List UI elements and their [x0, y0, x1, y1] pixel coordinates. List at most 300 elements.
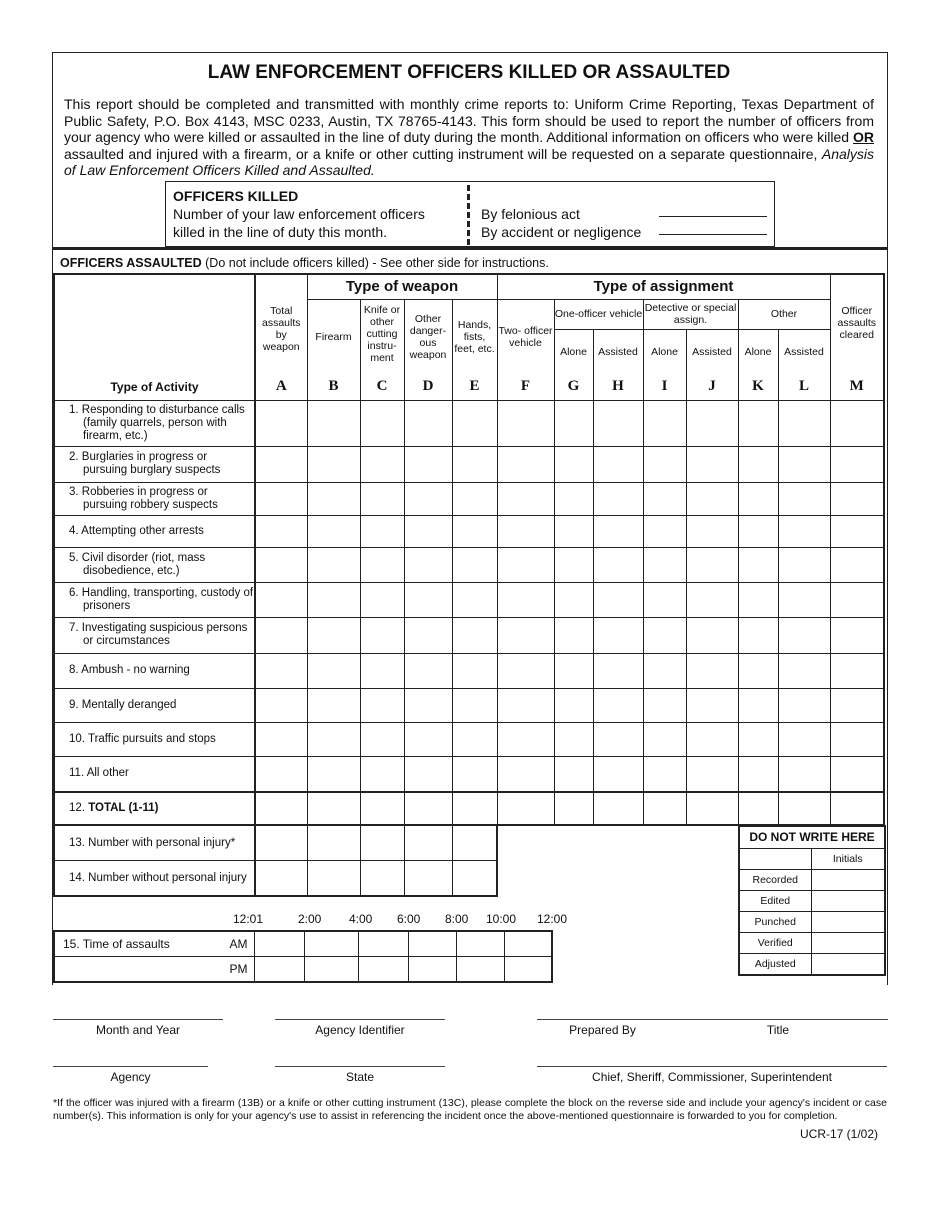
- cell-h[interactable]: [593, 582, 643, 617]
- cell-m[interactable]: [830, 582, 884, 617]
- cell-b[interactable]: [307, 547, 360, 582]
- col-letter-g: G: [554, 374, 593, 400]
- cell-f[interactable]: [497, 653, 554, 688]
- review-label: Punched: [739, 911, 811, 932]
- cell-m[interactable]: [830, 515, 884, 547]
- cell-d[interactable]: [404, 515, 452, 547]
- pm-time-cell[interactable]: [254, 957, 304, 983]
- cell[interactable]: [307, 826, 360, 861]
- cell-l[interactable]: [778, 547, 830, 582]
- cell-m[interactable]: [830, 482, 884, 515]
- assaults-table: [53, 273, 885, 826]
- cell-j[interactable]: [686, 400, 738, 446]
- one-officer-header: One-officer vehicle: [554, 299, 643, 329]
- instructions: [64, 96, 874, 179]
- cell-h[interactable]: [593, 722, 643, 756]
- cell-g[interactable]: [554, 582, 593, 617]
- row-label-2: [54, 446, 255, 482]
- type-of-assignment-header: Type of assignment: [497, 274, 830, 299]
- col-letter-e: E: [452, 374, 497, 400]
- killed-desc-2: killed in the line of duty this month.: [173, 224, 388, 240]
- cell-d[interactable]: [404, 653, 452, 688]
- review-label: Adjusted: [739, 953, 811, 975]
- table-row: [54, 582, 884, 617]
- row-13-label: 13. Number with personal injury*: [54, 826, 255, 861]
- row-label-10: [54, 722, 255, 756]
- cell-c[interactable]: [360, 400, 404, 446]
- officers-killed-heading: OFFICERS KILLED: [173, 188, 299, 204]
- cell-m[interactable]: [830, 446, 884, 482]
- cell-i[interactable]: [643, 547, 686, 582]
- table-row: [54, 617, 884, 653]
- cell-g[interactable]: [554, 653, 593, 688]
- cell-e[interactable]: [452, 515, 497, 547]
- cell-j[interactable]: [686, 446, 738, 482]
- cell[interactable]: [255, 861, 307, 896]
- cell-l[interactable]: [778, 756, 830, 792]
- col-k-header: Alone: [738, 329, 778, 374]
- table-row: [54, 792, 884, 825]
- cell-m[interactable]: [830, 547, 884, 582]
- cell-j[interactable]: [686, 688, 738, 722]
- signature-field[interactable]: Chief, Sheriff, Commissioner, Superintendent: [537, 1066, 887, 1084]
- cell-g[interactable]: [554, 756, 593, 792]
- cell-e[interactable]: [452, 400, 497, 446]
- cell-b[interactable]: [307, 515, 360, 547]
- cell-d[interactable]: [404, 617, 452, 653]
- cell-a[interactable]: [255, 515, 307, 547]
- cell-h[interactable]: [593, 617, 643, 653]
- cell-c[interactable]: [360, 515, 404, 547]
- other-header: Other: [738, 299, 830, 329]
- cell-h[interactable]: [593, 400, 643, 446]
- cell-a[interactable]: [255, 482, 307, 515]
- cell-m[interactable]: [830, 722, 884, 756]
- col-l-header: Assisted: [778, 329, 830, 374]
- instructions-text: This report should be completed and transmitted with monthly crime reports to: Uniform Crime Reporting, Texas Department of Public Safety, P.O. Box 4143, MSC 0233, Austin, TX 78765-4143. This form should be used to report the number of officers from your agency who were killed or assaulted in the line of duty during the month. Additional information on officers who were killed: [64, 96, 874, 145]
- cell-f[interactable]: [497, 688, 554, 722]
- cell-e[interactable]: [452, 722, 497, 756]
- time-label: 8:00: [445, 912, 469, 926]
- cell-e[interactable]: [452, 617, 497, 653]
- cell-b[interactable]: [307, 617, 360, 653]
- am-time-cell[interactable]: [456, 931, 504, 957]
- row-label-11: [54, 756, 255, 792]
- cell-h[interactable]: [593, 547, 643, 582]
- cell-e[interactable]: [452, 688, 497, 722]
- cell-i[interactable]: [643, 515, 686, 547]
- initials-field[interactable]: [811, 869, 885, 890]
- pm-time-cell[interactable]: [456, 957, 504, 983]
- cell-a[interactable]: [255, 722, 307, 756]
- accident-label: By accident or negligence: [481, 224, 642, 240]
- cell-d[interactable]: [404, 756, 452, 792]
- cell-f[interactable]: [497, 582, 554, 617]
- killed-desc-1: Number of your law enforcement officers: [173, 206, 425, 222]
- col-j-header: Assisted: [686, 329, 738, 374]
- cell-i[interactable]: [643, 722, 686, 756]
- cell-a[interactable]: [255, 617, 307, 653]
- cell-b[interactable]: [307, 792, 360, 825]
- cell[interactable]: [307, 861, 360, 896]
- cell-e[interactable]: [452, 547, 497, 582]
- am-time-cell[interactable]: [358, 931, 408, 957]
- cell-j[interactable]: [686, 653, 738, 688]
- cell-d[interactable]: [404, 400, 452, 446]
- cell-g[interactable]: [554, 688, 593, 722]
- assaulted-title: OFFICERS ASSAULTED: [60, 256, 202, 270]
- cell-a[interactable]: [255, 792, 307, 825]
- am-label: AM: [229, 937, 248, 951]
- row-14-label: 14. Number without personal injury: [54, 861, 255, 896]
- am-time-cell[interactable]: [408, 931, 456, 957]
- activity-label: 9. Mentally deranged: [69, 698, 177, 711]
- cell-k[interactable]: [738, 756, 778, 792]
- cell-a[interactable]: [255, 653, 307, 688]
- review-label: Recorded: [739, 869, 811, 890]
- injury-table: [53, 825, 498, 897]
- cell-b[interactable]: [307, 756, 360, 792]
- col-i-header: Alone: [643, 329, 686, 374]
- detective-header: Detective or special assign.: [643, 299, 738, 329]
- cell-l[interactable]: [778, 617, 830, 653]
- cell-l[interactable]: [778, 582, 830, 617]
- cell-h[interactable]: [593, 482, 643, 515]
- signature-field[interactable]: Month and Year: [53, 1019, 223, 1037]
- cell-k[interactable]: [738, 547, 778, 582]
- row-label-1: [54, 400, 255, 446]
- row-label-8: [54, 653, 255, 688]
- cell-g[interactable]: [554, 792, 593, 825]
- do-not-write-heading: DO NOT WRITE HERE: [739, 826, 885, 848]
- cell-i[interactable]: [643, 653, 686, 688]
- cell-k[interactable]: [738, 582, 778, 617]
- footnote: *If the officer was injured with a firearm (13B) or a knife or other cutting instrument (13C), please complete the block on the reverse side and include your agency's incident or case number(s). This information is only for your agency's use to assist in referencing the incident once the above-mentioned questionnaire is forwarded to you for completion.: [53, 1097, 887, 1122]
- row-label-3: [54, 482, 255, 515]
- pm-label: PM: [54, 957, 254, 983]
- type-of-activity-header: Type of Activity: [54, 374, 255, 400]
- cell-c[interactable]: [360, 756, 404, 792]
- total-label: TOTAL (1-11): [88, 802, 159, 814]
- cell-m[interactable]: [830, 653, 884, 688]
- cell-c[interactable]: [360, 547, 404, 582]
- cell-c[interactable]: [360, 792, 404, 825]
- do-not-write-box: [738, 825, 886, 976]
- table-row: [54, 515, 884, 547]
- cell-c[interactable]: [360, 617, 404, 653]
- signature-field[interactable]: Title: [668, 1019, 888, 1037]
- cell-b[interactable]: [307, 482, 360, 515]
- cell-a[interactable]: [255, 582, 307, 617]
- am-time-cell[interactable]: [504, 931, 552, 957]
- initials-header: Initials: [811, 848, 885, 869]
- activity-label: 8. Ambush - no warning: [69, 664, 190, 676]
- col-h-header: Assisted: [593, 329, 643, 374]
- cell-m[interactable]: [830, 792, 884, 825]
- cell-c[interactable]: [360, 582, 404, 617]
- cell-d[interactable]: [404, 482, 452, 515]
- col-letter-i: I: [643, 374, 686, 400]
- table-row: [54, 722, 884, 756]
- cell[interactable]: [255, 826, 307, 861]
- cell[interactable]: [452, 826, 497, 861]
- initials-field[interactable]: [811, 953, 885, 975]
- cell-i[interactable]: [643, 756, 686, 792]
- col-a-header: Total assaults by weapon: [255, 274, 307, 374]
- cell-g[interactable]: [554, 446, 593, 482]
- cell-l[interactable]: [778, 515, 830, 547]
- cell-m[interactable]: [830, 400, 884, 446]
- col-letter-d: D: [404, 374, 452, 400]
- cell-e[interactable]: [452, 482, 497, 515]
- activity-label: 7. Investigating suspicious persons or circumstances: [69, 622, 248, 647]
- cell[interactable]: [452, 861, 497, 896]
- row-label-4: [54, 515, 255, 547]
- col-letter-k: K: [738, 374, 778, 400]
- cell-e[interactable]: [452, 446, 497, 482]
- assaulted-note: (Do not include officers killed) - See other side for instructions.: [201, 256, 549, 270]
- cell-i[interactable]: [643, 688, 686, 722]
- col-e-header: Hands, fists, feet, etc.: [452, 299, 497, 374]
- blank: [739, 848, 811, 869]
- signature-field[interactable]: Agency: [53, 1066, 208, 1084]
- pm-time-cell[interactable]: [358, 957, 408, 983]
- cell-i[interactable]: [643, 617, 686, 653]
- cell-f[interactable]: [497, 446, 554, 482]
- cell-d[interactable]: [404, 722, 452, 756]
- time-of-assaults-label: 15. Time of assaults: [63, 937, 170, 951]
- cell-k[interactable]: [738, 400, 778, 446]
- am-time-cell[interactable]: [254, 931, 304, 957]
- cell-l[interactable]: [778, 688, 830, 722]
- table-row: [54, 653, 884, 688]
- cell-b[interactable]: [307, 446, 360, 482]
- time-label: 12:00: [537, 912, 568, 926]
- activity-header-blank: [54, 274, 255, 374]
- table-row: [54, 446, 884, 482]
- cell[interactable]: [360, 826, 404, 861]
- time-of-assaults-table: [53, 930, 553, 983]
- time-label: 2:00: [298, 912, 322, 926]
- activity-label: 5. Civil disorder (riot, mass disobedience, etc.): [69, 551, 206, 577]
- time-row-label: [54, 931, 254, 957]
- cell-h[interactable]: [593, 515, 643, 547]
- cell-f[interactable]: [497, 756, 554, 792]
- col-letter-l: L: [778, 374, 830, 400]
- activity-label: 10. Traffic pursuits and stops: [69, 732, 216, 745]
- cell-i[interactable]: [643, 582, 686, 617]
- review-label: Verified: [739, 932, 811, 953]
- cell-j[interactable]: [686, 792, 738, 825]
- time-label: 10:00: [486, 912, 517, 926]
- cell-k[interactable]: [738, 688, 778, 722]
- cell-j[interactable]: [686, 482, 738, 515]
- instructions-text-2: assaulted and injured with a firearm, or a knife or other cutting instrument will be requested on a separate questionnaire,: [64, 145, 822, 162]
- cell-f[interactable]: [497, 617, 554, 653]
- cell-b[interactable]: [307, 722, 360, 756]
- cell-l[interactable]: [778, 792, 830, 825]
- cell-f[interactable]: [497, 482, 554, 515]
- col-c-header: Knife or other cutting instru- ment: [360, 299, 404, 374]
- cell-k[interactable]: [738, 722, 778, 756]
- cell-d[interactable]: [404, 688, 452, 722]
- or-emphasis: OR: [853, 129, 874, 145]
- cell-l[interactable]: [778, 446, 830, 482]
- cell-b[interactable]: [307, 688, 360, 722]
- cell-k[interactable]: [738, 792, 778, 825]
- row-label-5: [54, 547, 255, 582]
- activity-label: 6. Handling, transporting, custody of prisoners: [69, 586, 254, 612]
- cell-f[interactable]: [497, 722, 554, 756]
- cell-j[interactable]: [686, 617, 738, 653]
- cell-i[interactable]: [643, 792, 686, 825]
- col-g-header: Alone: [554, 329, 593, 374]
- cell-h[interactable]: [593, 792, 643, 825]
- col-letter-f: F: [497, 374, 554, 400]
- cell-b[interactable]: [307, 582, 360, 617]
- divider: [467, 185, 470, 245]
- signature-field[interactable]: State: [275, 1066, 445, 1084]
- col-letter-m: M: [830, 374, 884, 400]
- cell-k[interactable]: [738, 653, 778, 688]
- col-letter-h: H: [593, 374, 643, 400]
- cell-e[interactable]: [452, 792, 497, 825]
- cell-k[interactable]: [738, 515, 778, 547]
- cell[interactable]: [404, 861, 452, 896]
- cell[interactable]: [360, 861, 404, 896]
- signature-field[interactable]: Agency Identifier: [275, 1019, 445, 1037]
- cell-j[interactable]: [686, 515, 738, 547]
- cell-d[interactable]: [404, 792, 452, 825]
- pm-time-cell[interactable]: [304, 957, 358, 983]
- cell-j[interactable]: [686, 547, 738, 582]
- cell-f[interactable]: [497, 792, 554, 825]
- cell-h[interactable]: [593, 756, 643, 792]
- col-f-header: Two- officer vehicle: [497, 299, 554, 374]
- questionnaire-title: Analysis of Law Enforcement Officers Killed and Assaulted.: [64, 145, 874, 178]
- cell-j[interactable]: [686, 756, 738, 792]
- col-b-header: Firearm: [307, 299, 360, 374]
- cell-c[interactable]: [360, 688, 404, 722]
- cell-j[interactable]: [686, 582, 738, 617]
- row-label-12: [54, 792, 255, 825]
- col-letter-c: C: [360, 374, 404, 400]
- time-label: 12:01: [233, 912, 264, 926]
- col-letter-a: A: [255, 374, 307, 400]
- cell-a[interactable]: [255, 547, 307, 582]
- col-d-header: Other danger- ous weapon: [404, 299, 452, 374]
- cell-g[interactable]: [554, 515, 593, 547]
- cell-k[interactable]: [738, 617, 778, 653]
- signature-field[interactable]: Prepared By: [537, 1019, 668, 1037]
- felonious-field[interactable]: [659, 216, 767, 217]
- initials-field[interactable]: [811, 911, 885, 932]
- cell-c[interactable]: [360, 482, 404, 515]
- cell-g[interactable]: [554, 547, 593, 582]
- row-label-9: [54, 688, 255, 722]
- cell-f[interactable]: [497, 547, 554, 582]
- form-title: LAW ENFORCEMENT OFFICERS KILLED OR ASSAULTED: [207, 62, 731, 83]
- row-label-7: [54, 617, 255, 653]
- cell-c[interactable]: [360, 653, 404, 688]
- cell-b[interactable]: [307, 653, 360, 688]
- activity-label: 1. Responding to disturbance calls (family quarrels, person with firearm, etc.): [69, 403, 245, 442]
- table-row: [54, 547, 884, 582]
- activity-label: 2. Burglaries in progress or pursuing burglary suspects: [69, 451, 221, 476]
- activity-label: 11. All other: [69, 767, 129, 780]
- col-letter-b: B: [307, 374, 360, 400]
- cell-e[interactable]: [452, 582, 497, 617]
- cell[interactable]: [404, 826, 452, 861]
- felonious-label: By felonious act: [481, 206, 580, 222]
- cell-a[interactable]: [255, 446, 307, 482]
- cell-g[interactable]: [554, 722, 593, 756]
- cell-g[interactable]: [554, 482, 593, 515]
- cell-l[interactable]: [778, 482, 830, 515]
- cell-h[interactable]: [593, 446, 643, 482]
- col-letter-j: J: [686, 374, 738, 400]
- cell-d[interactable]: [404, 446, 452, 482]
- time-label: 4:00: [349, 912, 373, 926]
- officers-assaulted-heading: [60, 256, 549, 270]
- cell-b[interactable]: [307, 400, 360, 446]
- cell-a[interactable]: [255, 400, 307, 446]
- cell-h[interactable]: [593, 653, 643, 688]
- activity-label: 3. Robberies in progress or pursuing robbery suspects: [69, 485, 218, 511]
- table-row: [54, 688, 884, 722]
- am-time-cell[interactable]: [304, 931, 358, 957]
- initials-field[interactable]: [811, 890, 885, 911]
- pm-time-cell[interactable]: [504, 957, 552, 983]
- cell-a[interactable]: [255, 756, 307, 792]
- pm-time-cell[interactable]: [408, 957, 456, 983]
- cell-j[interactable]: [686, 722, 738, 756]
- cell-m[interactable]: [830, 688, 884, 722]
- cell-e[interactable]: [452, 653, 497, 688]
- table-row: [54, 756, 884, 792]
- col-m-header: Officer assaults cleared: [830, 274, 884, 374]
- cell-f[interactable]: [497, 515, 554, 547]
- cell-k[interactable]: [738, 446, 778, 482]
- accident-field[interactable]: [659, 234, 767, 235]
- table-row: [54, 400, 884, 446]
- cell-g[interactable]: [554, 617, 593, 653]
- table-row: [54, 482, 884, 515]
- cell-l[interactable]: [778, 722, 830, 756]
- cell-k[interactable]: [738, 482, 778, 515]
- cell-i[interactable]: [643, 446, 686, 482]
- cell-h[interactable]: [593, 688, 643, 722]
- cell-i[interactable]: [643, 482, 686, 515]
- divider: [52, 247, 888, 250]
- cell-d[interactable]: [404, 582, 452, 617]
- form-number: UCR-17 (1/02): [800, 1127, 879, 1141]
- cell-a[interactable]: [255, 688, 307, 722]
- cell-m[interactable]: [830, 756, 884, 792]
- cell-i[interactable]: [643, 400, 686, 446]
- cell-e[interactable]: [452, 756, 497, 792]
- initials-field[interactable]: [811, 932, 885, 953]
- cell-m[interactable]: [830, 617, 884, 653]
- cell-l[interactable]: [778, 400, 830, 446]
- cell-c[interactable]: [360, 446, 404, 482]
- cell-l[interactable]: [778, 653, 830, 688]
- cell-f[interactable]: [497, 400, 554, 446]
- cell-c[interactable]: [360, 722, 404, 756]
- cell-d[interactable]: [404, 547, 452, 582]
- cell-g[interactable]: [554, 400, 593, 446]
- time-label: 6:00: [397, 912, 421, 926]
